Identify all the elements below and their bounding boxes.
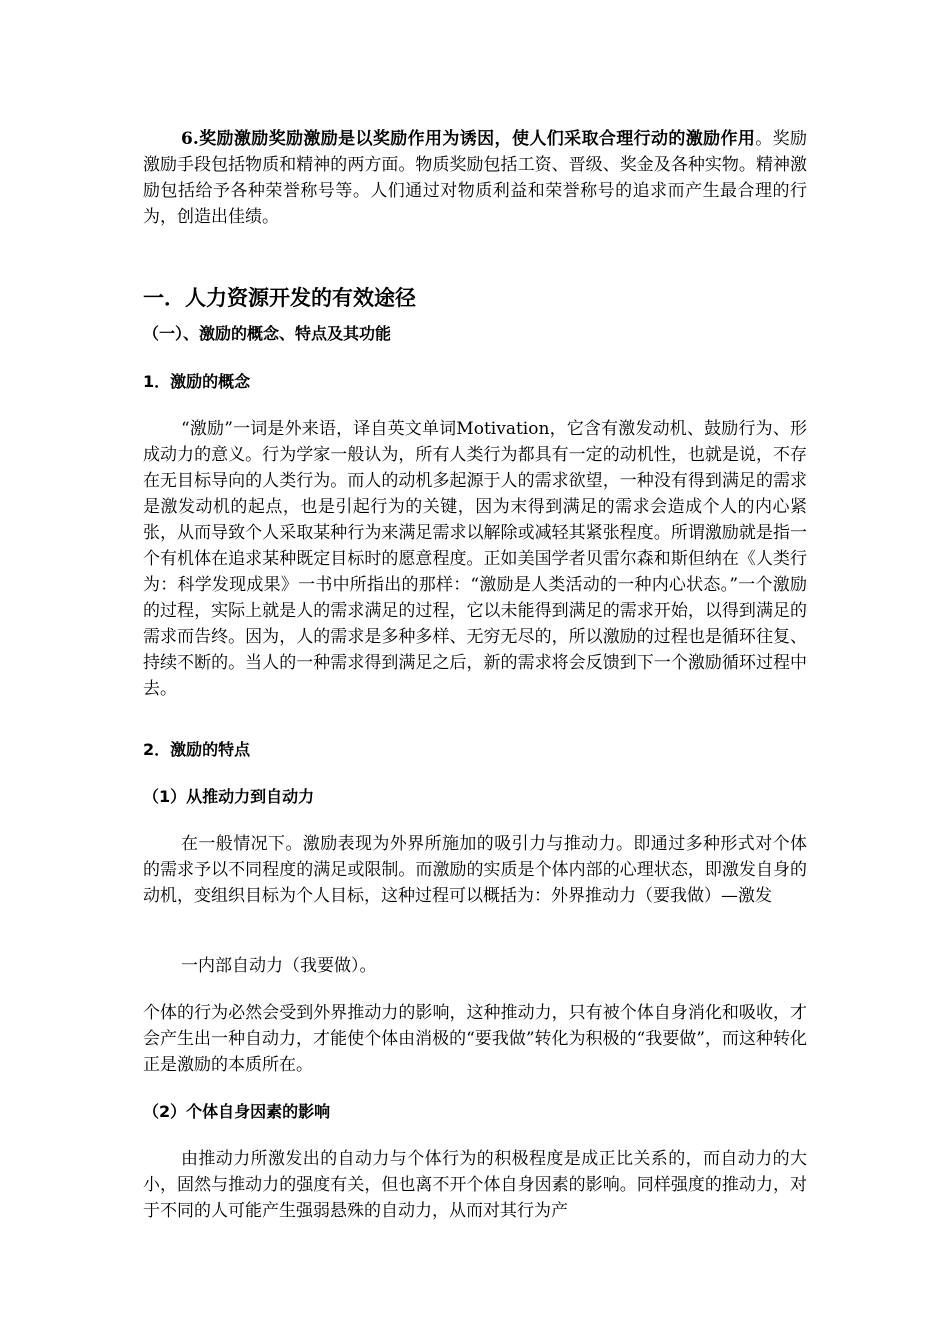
paragraph-bold-lead: 6.奖励激励奖励激励是以奖励作用为诱因，使人们采取合理行动的激励作用 [181, 129, 756, 149]
paragraph-driving-force: 在一般情况下。激励表现为外界所施加的吸引力与推动力。即通过多种形式对个体的需求予以不同程度的满足或限制。而激励的实质是个体内部的心理状态，即激发自身的动机，变组织目标为个人目标，这种过程可以概括为：外界推动力（要我做）—激发 [143, 834, 807, 906]
paragraph-rest: 。奖励激励手段包括物质和精神的两方面。物质奖励包括工资、晋级、奖金及各种实物。精神激励包括给予各种荣誉称号等。人们通过对物质利益和荣誉称号的追求而产生最合理的行为，创造出佳绩。 [143, 129, 808, 227]
section-title-concept: 1．激励的概念 [143, 372, 251, 391]
subsection-title-driving-force: （1）从推动力到自动力 [143, 787, 315, 806]
paragraph-transformation: 个体的行为必然会受到外界推动力的影响，这种推动力，只有被个体自身消化和吸收，才会产生出一种自动力，才能使个体由消极的“要我做”转化为积极的“我要做”，而这种转化正是激励的本质所在。 [143, 1003, 807, 1075]
paragraph-individual-factors: 由推动力所激发出的自动力与个体行为的积极程度是成正比关系的，而自动力的大小，固然与推动力的强度有关，但也离不开个体自身因素的影响。同样强度的推动力，对于不同的人可能产生强弱悬殊的自动力，从而对其行为产 [143, 1149, 807, 1221]
main-heading: 一．人力资源开发的有效途径 [143, 286, 416, 310]
sub-heading: （一）、激励的概念、特点及其功能 [143, 324, 392, 343]
section-title-features: 2．激励的特点 [143, 740, 251, 759]
paragraph-concept: “激励”一词是外来语，译自英文单词Motivation，它含有激发动机、鼓励行为、形成动力的意义。行为学家一般认为，所有人类行为都具有一定的动机性，也就是说，不存在无目标导向的人类行为。而人的动机多起源于人的需求欲望，一种没有得到满足的需求是激发动机的起点，也是引起行为的关键，因为末得到满足的需求会造成个人的内心紧张，从而导致个人采取某种行为来满足需求以解除或减轻其紧张程度。所谓激励就是指一个有机体在追求某种既定目标时的愿意程度。正如美国学者贝雷尔森和斯但纳在《人类行为：科学发现成果》一书中所指出的那样：“激励是人类活动的一种内心状态。”一个激励的过程，实际上就是人的需求满足的过程，它以未能得到满足的需求开始，以得到满足的需求而告终。因为，人的需求是多种多样、无穷无尽的，所以激励的过程也是循环往复、持续不断的。当人的一种需求得到满足之后，新的需求将会反馈到下一个激励循环过程中去。 [143, 419, 807, 699]
subsection-title-individual-factors: （2）个体自身因素的影响 [143, 1102, 331, 1121]
paragraph-driving-force-cont: 一内部自动力（我要做）。 [181, 956, 377, 976]
paragraph-reward-incentive [143, 126, 807, 230]
